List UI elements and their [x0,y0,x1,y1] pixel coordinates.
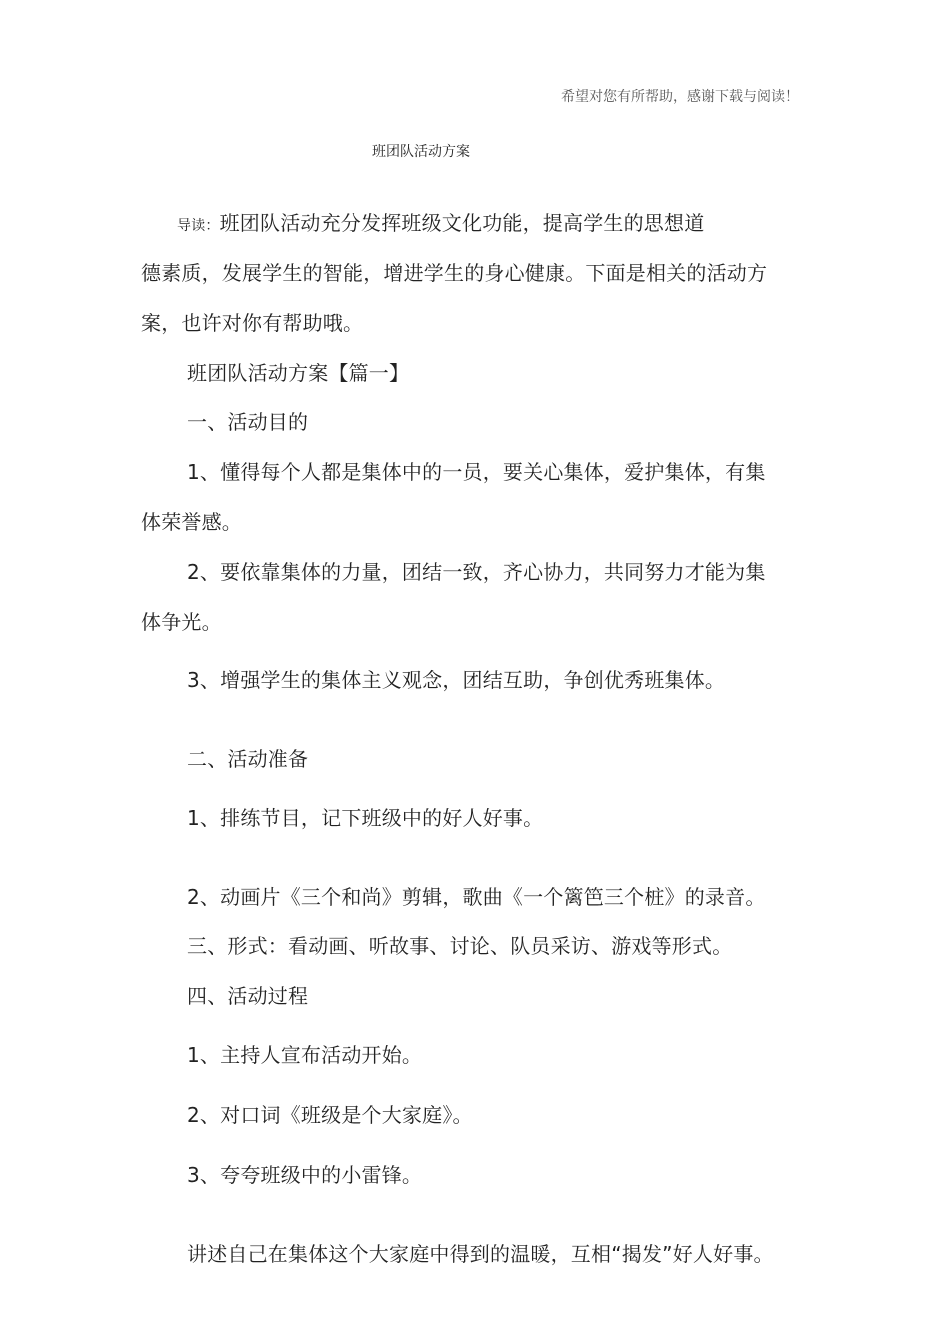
s4-item2: 2、对口词《班级是个大家庭》。 [187,1103,473,1127]
s4-heading: 四、活动过程 [187,984,309,1008]
s2-item2: 2、动画片《三个和尚》剪辑，歌曲《一个篱笆三个桩》的录音。 [187,885,766,909]
section-title: 班团队活动方案【篇一】 [187,361,410,385]
intro-text: 班团队活动充分发挥班级文化功能，提高学生的思想道 [219,211,705,235]
s1-item3: 3、增强学生的集体主义观念，团结互助，争创优秀班集体。 [187,668,726,692]
s4-item1: 1、主持人宣布活动开始。 [187,1043,423,1067]
s3-heading: 三、形式：看动画、听故事、讨论、队员采访、游戏等形式。 [187,934,733,958]
s2-item1: 1、排练节目，记下班级中的好人好事。 [187,806,544,830]
s1-item1-line1: 1、懂得每个人都是集体中的一员，要关心集体，爱护集体，有集 [187,460,766,484]
s4-paragraph: 讲述自己在集体这个大家庭中得到的温暖，互相“揭发”好人好事。 [187,1242,774,1266]
header-note: 希望对您有所帮助，感谢下载与阅读！ [561,89,799,105]
s1-item2-line2: 体争光。 [141,610,222,634]
s1-item2-line1: 2、要依靠集体的力量，团结一致，齐心协力，共同努力才能为集 [187,560,766,584]
intro-line-1 [177,213,704,233]
intro-line-2: 德素质，发展学生的智能，增进学生的身心健康。下面是相关的活动方 [141,261,768,285]
intro-line-3: 案，也许对你有帮助哦。 [141,311,364,335]
s4-item3: 3、夸夸班级中的小雷锋。 [187,1163,423,1187]
s1-item1-line2: 体荣誉感。 [141,510,242,534]
s2-heading: 二、活动准备 [187,747,309,771]
intro-label: 导读： [177,218,220,234]
s1-heading: 一、活动目的 [187,410,309,434]
doc-title: 班团队活动方案 [372,144,470,160]
